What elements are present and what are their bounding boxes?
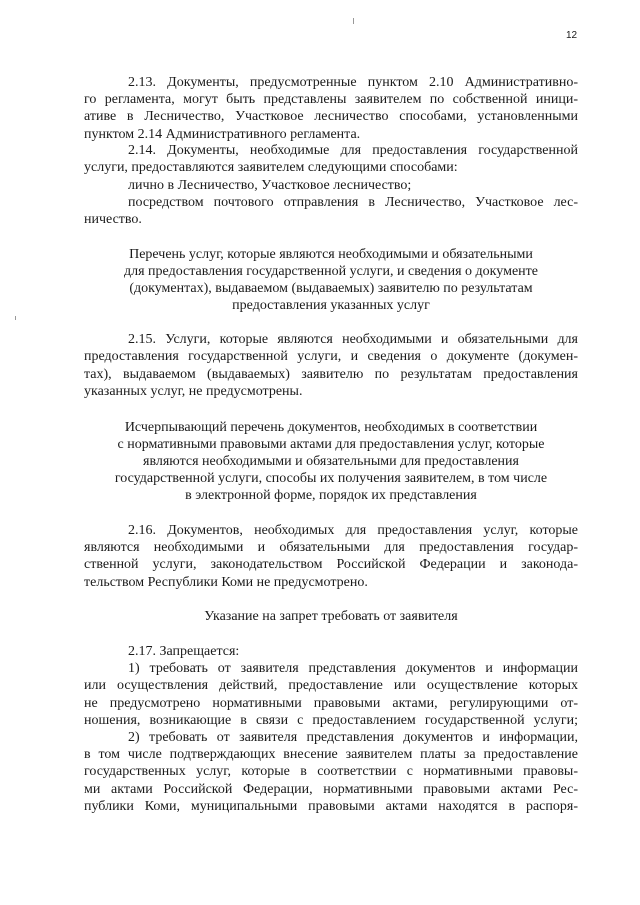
paragraph-line: 2.15. Услуги, которые являются необходимыми и обязательными для	[128, 332, 578, 347]
section-heading-line: являются необходимыми и обязательными для предоставления	[143, 454, 519, 469]
paragraph-line: пунктом 2.14 Административного регламента.	[84, 127, 361, 142]
paragraph-line: посредством почтового отправления в Лесничество, Участковое лес-	[128, 195, 578, 210]
paragraph-line: являются необходимыми и обязательными для предоставления государ-	[84, 540, 578, 555]
paragraph-line: тельством Республики Коми не предусмотрено.	[84, 575, 368, 590]
paragraph-line: лично в Лесничество, Участковое лесничество;	[128, 178, 412, 193]
paragraph-line: 2.13. Документы, предусмотренные пунктом 2.10 Административно-	[128, 75, 578, 90]
section-heading-line: государственной услуги, способы их получения заявителем, в том числе	[114, 471, 548, 486]
paragraph-line: не предусмотрено нормативными правовыми актами, регулирующими от-	[84, 696, 578, 711]
section-heading-line: в электронной форме, порядок их представления	[185, 488, 477, 503]
paragraph-line: указанных услуг, не предусмотрены.	[84, 384, 303, 399]
paragraph-line: ми актами Российской Федерации, нормативными правовыми актами Рес-	[84, 782, 578, 797]
section-heading-line: (документах), выдаваемом (выдаваемых) заявителю по результатам	[129, 281, 533, 296]
paragraph-line: тах), выдаваемом (выдаваемых) заявителю по результатам предоставления	[84, 367, 578, 382]
paragraph-line: услуги, предоставляются заявителем следующими способами:	[84, 160, 458, 175]
paragraph-line: го регламента, могут быть представлены заявителем по собственной иници-	[84, 92, 578, 107]
paragraph-line: 2.14. Документы, необходимые для предоставления государственной	[128, 143, 578, 158]
section-heading-line: Перечень услуг, которые являются необходимыми и обязательными	[129, 247, 533, 262]
paragraph-line: публики Коми, муниципальными правовыми актами находятся в распоря-	[84, 799, 578, 814]
paragraph-line: 2.17. Запрещается:	[128, 644, 240, 659]
paragraph-line: ношения, возникающие в связи с предоставлением государственной услуги;	[84, 713, 578, 728]
paragraph-line: предоставления государственной услуги, и сведения о документе (докумен-	[84, 349, 578, 364]
section-heading-line: для предоставления государственной услуги, и сведения о документе	[124, 264, 538, 279]
paragraph-line: ничество.	[84, 212, 142, 227]
paragraph-line: 1) требовать от заявителя представления документов и информации	[128, 661, 578, 676]
section-heading-line: Указание на запрет требовать от заявителя	[204, 609, 458, 624]
scan-mark	[15, 316, 16, 320]
section-heading-line: Исчерпывающий перечень документов, необходимых в соответствии	[124, 420, 538, 435]
scan-mark	[353, 18, 354, 24]
paragraph-line: или осуществления действий, предоставление или осуществление которых	[84, 678, 578, 693]
paragraph-line: в том числе подтверждающих внесение заявителем платы за предоставление	[84, 747, 578, 762]
page-number: 12	[566, 30, 578, 41]
paragraph-line: 2) требовать от заявителя представления документов и информации,	[128, 730, 578, 745]
paragraph-line: ативе в Лесничество, Участковое лесничество способами, установленными	[84, 109, 578, 124]
paragraph-line: 2.16. Документов, необходимых для предоставления услуг, которые	[128, 523, 578, 538]
section-heading-line: предоставления указанных услуг	[232, 298, 430, 313]
paragraph-line: ственной услуги, законодательством Российской Федерации и законода-	[84, 557, 578, 572]
paragraph-line: государственных услуг, которые в соответствии с нормативными правовы-	[84, 764, 578, 779]
section-heading-line: с нормативными правовыми актами для предоставления услуг, которые	[117, 437, 545, 452]
